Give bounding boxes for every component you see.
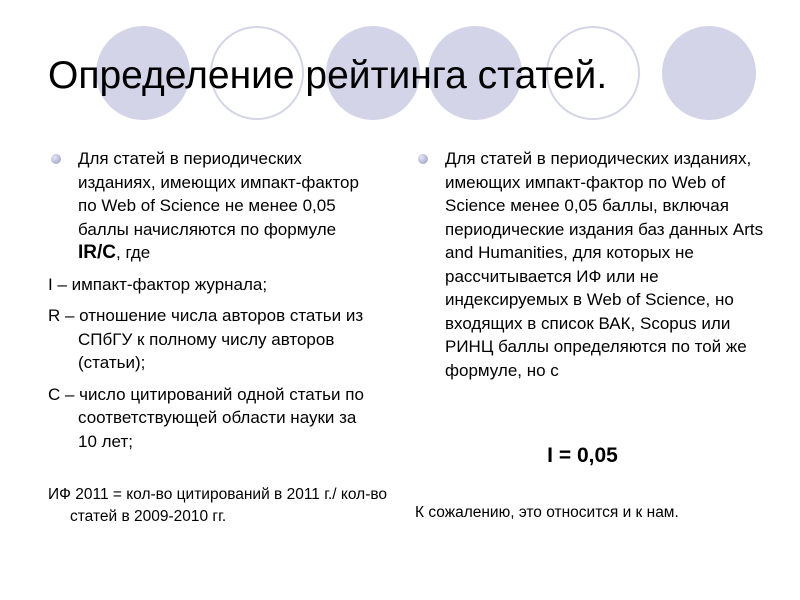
left-bullet-text: Для статей в периодических изданиях, имеющих импакт-фактор по Web of Science не менее 0,05 баллы начисляются по формуле bbox=[78, 149, 359, 239]
definition-i: I – импакт-фактор журнала; bbox=[48, 274, 268, 294]
formula-i-equals: I = 0,05 bbox=[547, 444, 618, 467]
left-bullet bbox=[48, 147, 378, 265]
right-column bbox=[415, 147, 770, 390]
formula-ir-c: IR/C bbox=[78, 242, 116, 263]
left-bullet-suffix: , где bbox=[116, 243, 151, 262]
circle-decoration bbox=[662, 26, 756, 120]
slide-title: Определение рейтинга статей. bbox=[48, 54, 608, 97]
right-bullet: Для статей в периодических изданиях, имеющих импакт-фактор по Web of Science менее 0,05 баллы, включая периодические издания баз данных Arts and Humanities, для которых не рассчитывается ИФ или не индексируемых в Web of Science, но входящих в список ВАК, Scopus или РИНЦ баллы определяются по той же формуле, но с bbox=[415, 147, 770, 382]
left-column bbox=[48, 147, 378, 461]
regret-note: К сожалению, это относится и к нам. bbox=[415, 504, 679, 521]
impact-factor-note: ИФ 2011 = кол-во цитирований в 2011 г./ кол-во статей в 2009-2010 гг. bbox=[48, 486, 388, 525]
definition-r: R – отношение числа авторов статьи из СПбГУ к полному числу авторов (статьи); bbox=[48, 306, 364, 372]
definition-c: С – число цитирований одной статьи по соответствующей области науки за 10 лет; bbox=[48, 384, 364, 451]
